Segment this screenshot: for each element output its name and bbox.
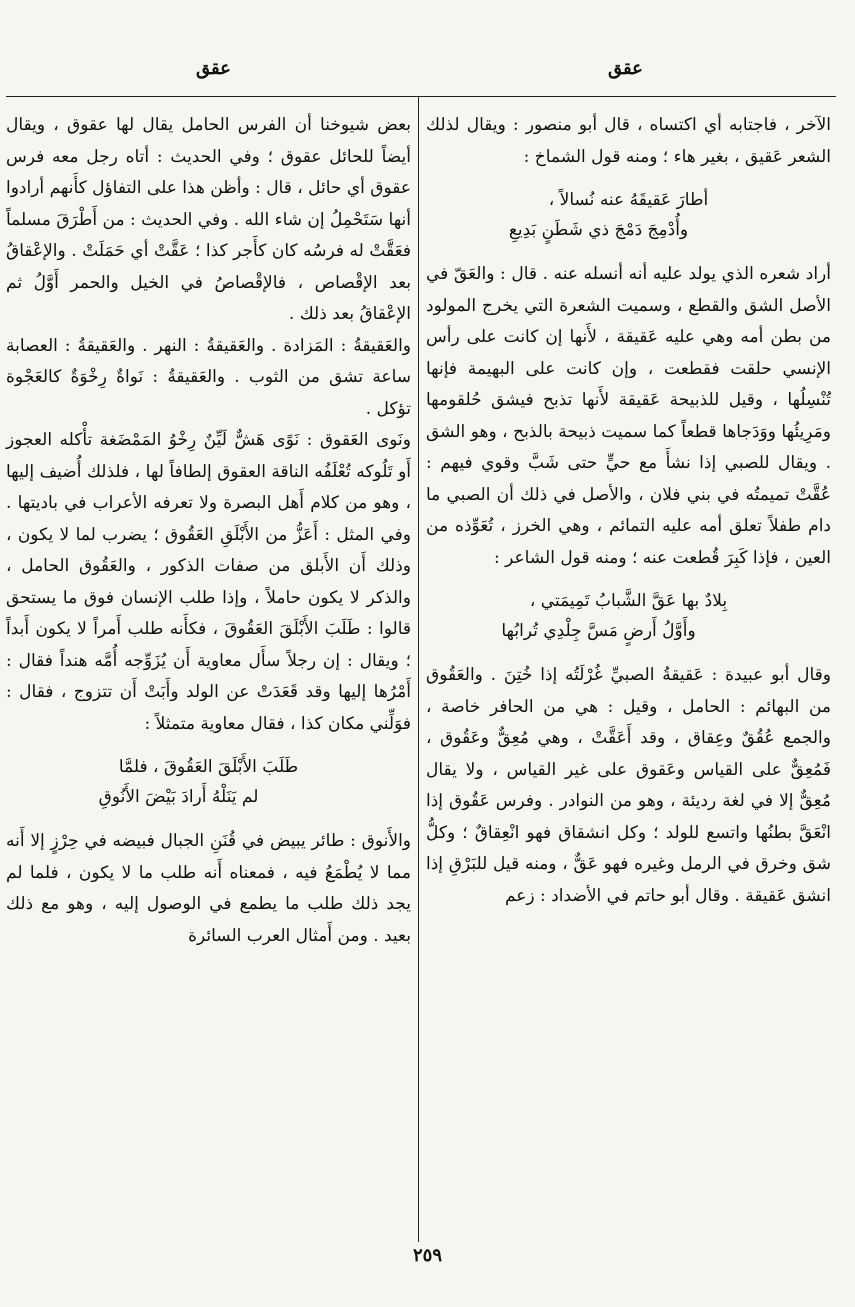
header-entry-word-left: عقق bbox=[196, 58, 231, 79]
verse-line: وأَوَّلُ أَرضٍ مَسَّ جِلْدِي تُرابُها bbox=[501, 621, 696, 641]
verse-line: وأُدْمِجَ دَمْجَ ذي شَطَنٍ بَدِيعِ bbox=[508, 220, 689, 240]
page-number: ٢٥٩ bbox=[412, 1245, 442, 1266]
right-paragraph-1: الآخر ، فاجتابه أي اكتساه ، قال أبو منصور : ويقال لذلك الشعر عَقيق ، بغير هاء ؛ ومنه قول الشماخ : bbox=[426, 115, 831, 167]
verse-line: بِلادٌ بها عَقَّ الشَّبابُ تَمِيمَتي ، bbox=[529, 591, 728, 611]
left-paragraph-2: والعَقيقةُ : المَزادة . والعَقيقةُ : النهر . والعَقيقةُ : العصابة ساعة تشق من الثوب . والعَقيقةُ : نَواةٌ رِخْوَةٌ كالعَجْوة تؤكل . bbox=[6, 335, 411, 419]
left-paragraph-1: بعض شيوخنا أن الفرس الحامل يقال لها عقوق ، ويقال أيضاً للحائل عقوق ؛ وفي الحديث : أتاه رجل معه فرس عقوق أي حائل ، قال : وأظن هذا على التفاؤل كأَنهم أرادوا أنها سَتَحْمِلُ إن شاء الله . وفي الحديث : من أَطْرَقَ مسلماً فعَقَّتْ له فرسُه كان كأَجر كذا ؛ عَقَّتْ أي حَمَلَتْ . والإعْقاقُ بعد الإقْصاص ، فالإقْصاصُ في الخيل والحمر أَوَّلُ ثم الإعْقاقُ بعد ذلك . bbox=[6, 115, 411, 324]
verse-line: لم يَنَلْهُ أَرادَ بَيْضَ الأَنُوقِ bbox=[98, 787, 259, 807]
left-column bbox=[6, 110, 411, 952]
right-verse-2 bbox=[426, 586, 831, 646]
right-column bbox=[426, 110, 831, 912]
verse-line: أطارَ عَقيقَهُ عنه نُسالاً ، bbox=[548, 190, 709, 210]
header-entry-word-right: عقق bbox=[608, 58, 643, 79]
left-paragraph-4: والأَنوق : طائر يبيض في قُنَنِ الجبال فبيضه في حِرْزٍ إلا أَنه مما لا يُطْمَعُ فيه ، فمعناه أَنه طلب ما لا يكون ، فلما لم يجد ذلك طلب ما يطمع في الوصول إليه ، وهو مع ذلك بعيد . ومن أَمثال العرب السائرة bbox=[6, 831, 411, 946]
left-paragraph-3: ونَوى العَقوق : نَوًى هَشٌّ لَيِّنٌ رِخْوُ المَمْضَغة تأْكله العجوز أَو تَلُوكه تُعْلَفُه الناقة العقوق إلطافاً لها ، فلذلك أُضيف إليها ، وهو من كلام أَهل البصرة ولا تعرفه الأعراب في باديتها . وفي المثل : أَعَزُّ من الأَبْلَقِ العَقُوق ؛ يضرب لما لا يكون ، وذلك أَن الأَبلق من صفات الذكور ، والعَقُوق الحامل ، والذكر لا يكون حاملاً ، وإذا طلب الإنسان فوق ما يستحق قالوا : طَلَبَ الأَبْلَقَ العَقُوقَ ، فكأَنه طلب أَمراً لا يكون أَبداً ؛ ويقال : إن رجلاً سأَل معاوية أَن يُزَوِّجه أُمَّه هنداً فقال : أَمْرُها إليها وقد قَعَدَتْ عن الولد وأَبَتْ أَن تتزوج ، فقال : فوَلِّني مكان كذا ، فقال معاوية متمثلاً : bbox=[6, 430, 411, 734]
right-verse-1 bbox=[426, 185, 831, 245]
right-paragraph-2: أراد شعره الذي يولد عليه أنه أنسله عنه . قال : والعَقّ في الأصل الشق والقطع ، وسميت الشعرة التي يخرج المولود من بطن أمه وهي عليه عَقيقة ، لأَنها إن كانت على رأس الإنسي حلقت فقطعت ، وإن كانت على البهيمة فإنها تُنْسِلُها ، وقيل للذبيحة عَقيقة لأَنها تذبح فيشق حُلقومها ومَرِيئُها ووَدَجاها قطعاً كما سميت ذبيحة بالذبح ، وهو الشق . ويقال للصبي إذا نشأَ مع حيٍّ حتى شَبَّ وقوي فيهم : عُقَّتْ تميمتُه في بني فلان ، والأصل في ذلك أن الصبي ما دام طفلاً تعلق أمه عليه التمائم ، وهي الخرز ، تُعَوِّذه من العين ، فإذا كَبِرَ قُطعت عنه ؛ ومنه قول الشاعر : bbox=[426, 264, 831, 568]
header-rule bbox=[6, 96, 836, 97]
column-divider bbox=[418, 97, 419, 1242]
verse-line: طَلَبَ الأَبْلَقَ العَقُوقَ ، فلمَّا bbox=[118, 757, 299, 777]
left-verse-1 bbox=[6, 752, 411, 812]
right-paragraph-3: وقال أبو عبيدة : عَقيقةُ الصبيِّ غُرْلَتُه إذا خُتِنَ . والعَقُوق من البهائم : الحامل ، وقيل : هي من الحافر خاصة ، والجمع عُقُقٌ وعِقاق ، وقد أَعَقَّتْ ، وهي مُعِقٌّ وعَقُوق ، فَمُعِقٌّ على القياس وعَقوق على غير القياس ، ولا يقال مُعِقٌّ إلا في لغة رديئة ، وهو من النوادر . وفرس عَقُوق إذا انْعَقَّ بطنُها واتسع للولد ؛ وكل انشقاق فهو انْعِقاقٌ ؛ وكلُّ شق وخرق في الرمل وغيره فهو عَقٌّ ، ومنه قيل للبَرْقِ إذا انشق عَقيقة . وقال أبو حاتم في الأضداد : زعم bbox=[426, 665, 831, 906]
